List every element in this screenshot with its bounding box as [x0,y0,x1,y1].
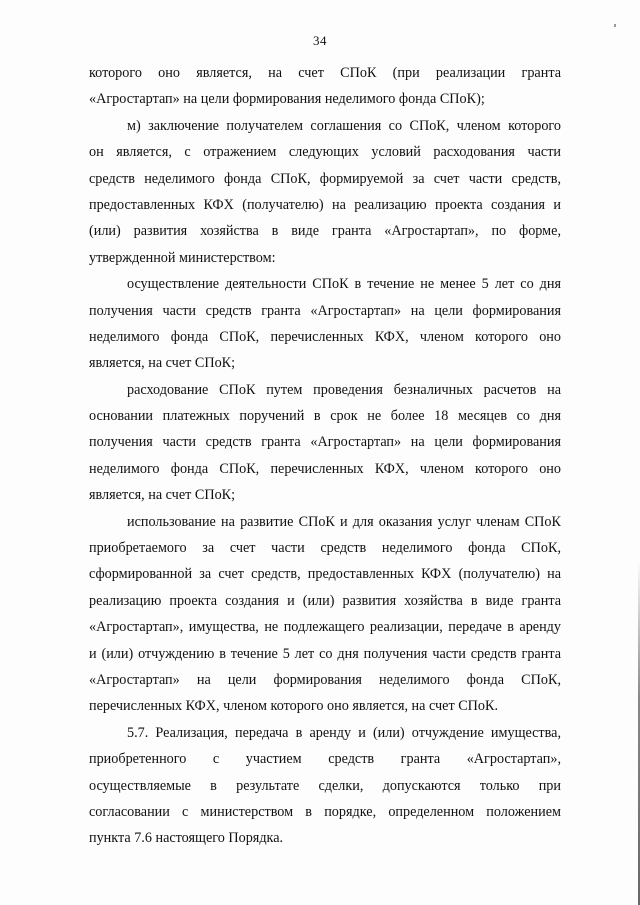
text-line: реализацию проекта создания и (или) развития хозяйства в виде гранта [89,592,561,609]
text-line: «Агростартап» на цели формирования неделимого фонда СПоК, [89,671,561,688]
document-body [89,60,561,852]
text-line: «Агростартап», имущества, не подлежащего реализации, передаче в аренду [89,619,561,636]
text-line: м) заключение получателем соглашения со СПоК, членом которого [127,117,561,134]
text-line: неделимого фонда СПоК, перечисленных КФХ, членом которого оно [89,460,561,477]
text-line: приобретаемого за счет части средств неделимого фонда СПоК, [89,540,561,557]
scan-speck [614,24,616,27]
text-line: осуществление деятельности СПоК в течение не менее 5 лет со дня [127,276,561,293]
text-line: «Агростартап» на цели формирования неделимого фонда СПоК); [89,91,485,108]
text-line: получения части средств гранта «Агростартап» на цели формирования [89,434,561,451]
text-line: и (или) отчуждению в течение 5 лет со дня получения части средств гранта [89,645,561,662]
text-line: (или) развития хозяйства в виде гранта «Агростартап», по форме, [89,223,561,240]
text-line: он является, с отражением следующих условий расходования части [89,144,561,161]
text-line: согласовании с министерством в порядке, определенном положением [89,803,561,820]
text-line: перечисленных КФХ, членом которого оно является, на счет СПоК. [89,698,499,715]
text-line: является, на счет СПоК; [89,487,236,504]
text-line: основании платежных поручений в срок не более 18 месяцев со дня [89,408,561,425]
text-line: предоставленных КФХ (получателю) на реализацию проекта создания и [89,196,561,213]
text-line: осуществляемые в результате сделки, допускаются только при [89,777,561,794]
text-line: неделимого фонда СПоК, перечисленных КФХ, членом которого оно [89,328,561,345]
page-number: 34 [313,33,327,48]
text-line: которого оно является, на счет СПоК (при реализации гранта [89,65,561,81]
text-line: сформированной за счет средств, предоставленных КФХ (получателю) на [89,566,561,583]
text-line: получения части средств гранта «Агростартап» на цели формирования [89,302,561,319]
text-line: использование на развитие СПоК и для оказания услуг членам СПоК [127,513,561,530]
text-line: пункта 7.6 настоящего Порядка. [89,830,284,847]
text-line: расходование СПоК путем проведения безналичных расчетов на [127,381,561,398]
text-line: является, на счет СПоК; [89,355,236,372]
text-line: приобретенного с участием средств гранта «Агростартап», [89,751,561,768]
text-line: 5.7. Реализация, передача в аренду и (или) отчуждение имущества, [127,724,561,741]
text-line: утвержденной министерством: [89,249,276,266]
text-line: средств неделимого фонда СПоК, формируемой за счет части средств, [89,170,561,187]
